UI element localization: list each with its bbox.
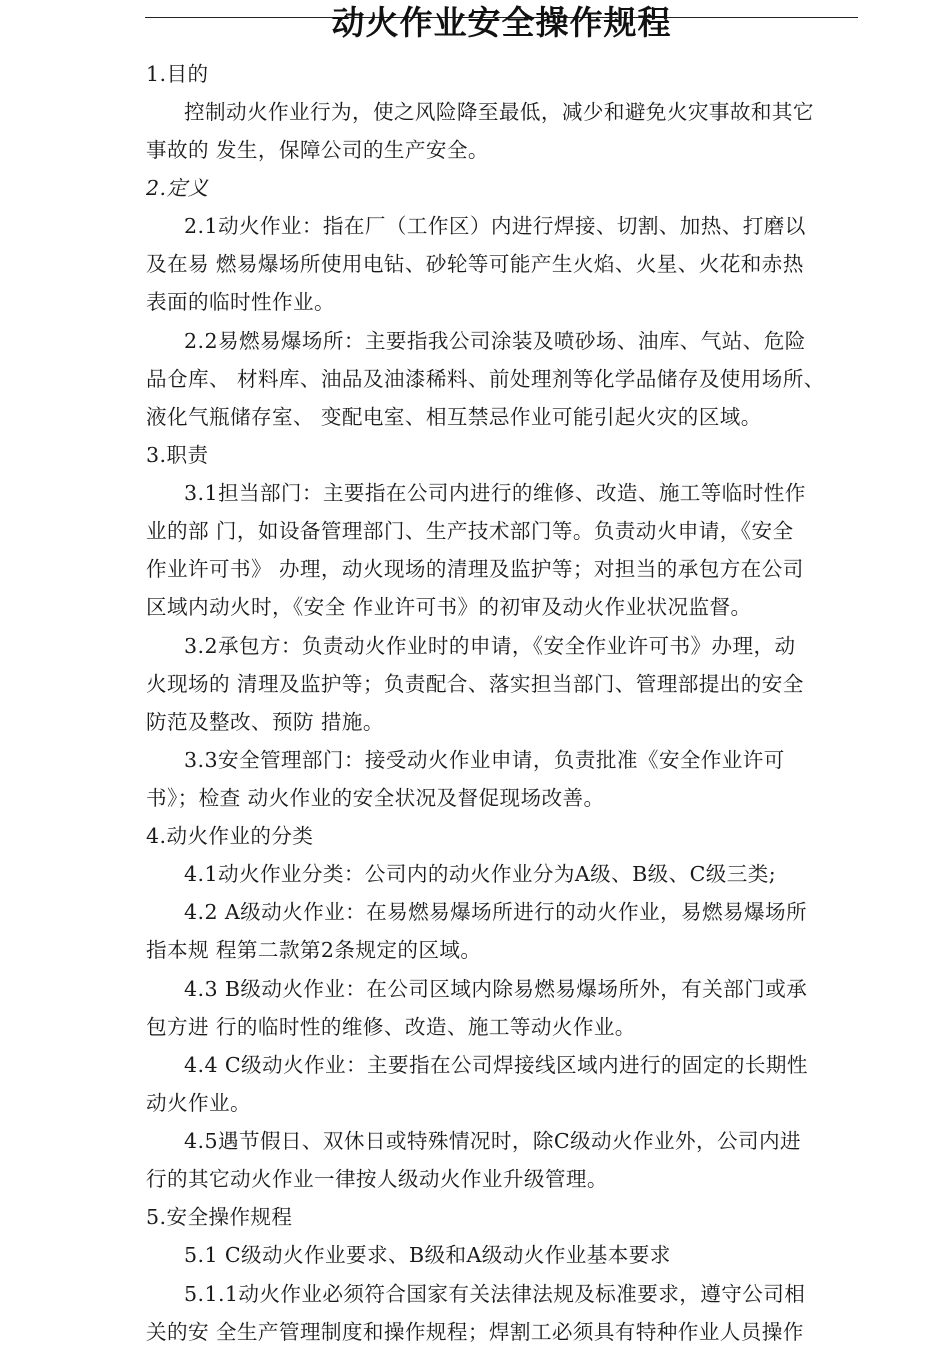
paragraph-line: 5.1.1动火作业必须符合国家有关法律法规及标准要求，遵守公司相 — [184, 1282, 806, 1306]
paragraph-line: 包方进 行的临时性的维修、改造、施工等动火作业。 — [146, 1015, 636, 1039]
paragraph-line: 5.1 C级动火作业要求、B级和A级动火作业基本要求 — [184, 1243, 671, 1267]
paragraph-line: 区域内动火时，《安全 作业许可书》的初审及动火作业状况监督。 — [146, 595, 752, 619]
paragraph-line: 指本规 程第二款第2条规定的区域。 — [146, 938, 482, 962]
paragraph-line: 事故的 发生，保障公司的生产安全。 — [146, 138, 489, 162]
paragraph-line: 关的安 全生产管理制度和操作规程；焊割工必须具有特种作业人员操作 — [146, 1320, 804, 1344]
paragraph-line: 4.4 C级动火作业：主要指在公司焊接线区域内进行的固定的长期性 — [184, 1053, 808, 1077]
paragraph-line: 品仓库、 材料库、油品及油漆稀料、前处理剂等化学品储存及使用场所、 — [146, 367, 825, 391]
paragraph-line: 行的其它动火作业一律按人级动火作业升级管理。 — [146, 1167, 608, 1191]
paragraph-line: 4.1动火作业分类：公司内的动火作业分为A级、B级、C级三类; — [184, 862, 777, 886]
paragraph-line: 书》；检查 动火作业的安全状况及督促现场改善。 — [146, 786, 605, 810]
paragraph-line: 3.2承包方：负责动火作业时的申请，《安全作业许可书》办理，动 — [184, 634, 796, 658]
paragraph-line: 控制动火作业行为，使之风险降至最低，减少和避免火灾事故和其它 — [184, 100, 814, 124]
paragraph-line: 3.1担当部门：主要指在公司内进行的维修、改造、施工等临时性作 — [184, 481, 806, 505]
paragraph-line: 表面的临时性作业。 — [146, 290, 335, 314]
paragraph-line: 防范及整改、预防 措施。 — [146, 710, 384, 734]
page-title: 动火作业安全操作规程 — [331, 3, 672, 42]
paragraph-line: 业的部 门，如设备管理部门、生产技术部门等。负责动火申请，《安全 — [146, 519, 794, 543]
paragraph-line: 火现场的 清理及监护等；负责配合、落实担当部门、管理部提出的安全 — [146, 672, 804, 696]
paragraph-line: 2.2易燃易爆场所：主要指我公司涂装及喷砂场、油库、气站、危险 — [184, 329, 806, 353]
section-heading-safety-procedures: 5.安全操作规程 — [146, 1205, 293, 1229]
paragraph-line: 4.3 B级动火作业：在公司区域内除易燃易爆场所外，有关部门或承 — [184, 977, 808, 1001]
paragraph-line: 动火作业。 — [146, 1091, 251, 1115]
paragraph-line: 4.2 A级动火作业：在易燃易爆场所进行的动火作业，易燃易爆场所 — [184, 900, 807, 924]
section-heading-responsibilities: 3.职责 — [146, 443, 209, 467]
section-heading-definitions: 2.定义 — [146, 176, 209, 200]
section-heading-classification: 4.动火作业的分类 — [146, 824, 314, 848]
section-heading-purpose: 1.目的 — [146, 62, 209, 86]
paragraph-line: 作业许可书》 办理，动火现场的清理及监护等；对担当的承包方在公司 — [146, 557, 804, 581]
paragraph-line: 3.3安全管理部门：接受动火作业申请，负责批准《安全作业许可 — [184, 748, 785, 772]
paragraph-line: 及在易 燃易爆场所使用电钻、砂轮等可能产生火焰、火星、火花和赤热 — [146, 252, 804, 276]
paragraph-line: 4.5遇节假日、双休日或特殊情况时，除C级动火作业外，公司内进 — [184, 1129, 801, 1153]
paragraph-line: 2.1动火作业：指在厂（工作区）内进行焊接、切割、加热、打磨以 — [184, 214, 806, 238]
paragraph-line: 液化气瓶储存室、 变配电室、相互禁忌作业可能引起火灾的区域。 — [146, 405, 762, 429]
